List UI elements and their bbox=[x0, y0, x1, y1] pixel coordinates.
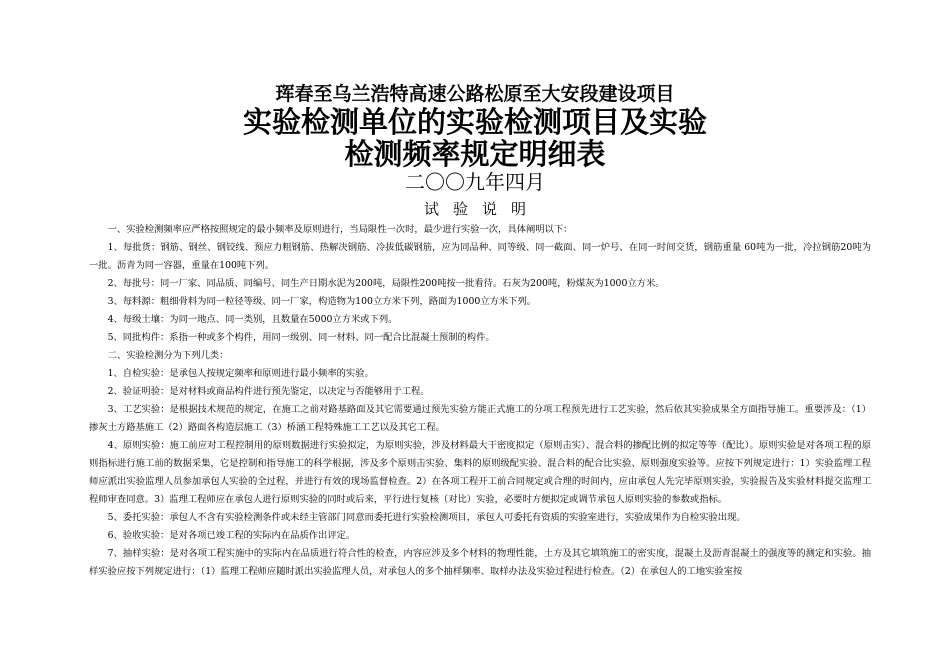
document-title-main-line2: 检测频率规定明细表 bbox=[344, 137, 606, 171]
paragraph-6: 5、同批构件：系指一种或多个构件，用同一级别、同一材料、同一配合比混凝土预制的构件。 bbox=[107, 332, 495, 343]
paragraph-8: 1、自检实验：是承包人按规定频率和原则进行最小频率的实验。 bbox=[107, 368, 374, 379]
paragraph-1: 一、实验检测频率应严格按照规定的最小频率及原则进行，当局限性一次时，最少进行实验一次，具体阐明以下： bbox=[107, 224, 573, 235]
paragraph-14: 7、抽样实验：是对各项工程实施中的实际内在品质进行符合性的检查，内容应涉及多个材料的物理性能，土方及其它填筑施工的密实度，混凝土及沥青混凝土的强度等的测定和实验。抽样实验应按下列规定进行：（1）监理工程师应随时派出实验监理人员，对承包人的多个抽样频率、取样办法及实验过程进行检查。（2）在承包人的工地实验室按 bbox=[89, 548, 871, 577]
paragraph-12: 5、委托实验：承包人不含有实验检测条件或未经主管部门同意而委托进行实验检测项目，承包人可委托有资质的实验室进行，实验成果作为自检实验出现。 bbox=[107, 512, 746, 523]
paragraph-4: 3、每料源：粗细骨料为同一粒径等级、同一厂家，构造物为100立方米下列，路面为1000立方米下列。 bbox=[107, 296, 537, 307]
paragraph-2: 1、每批货：钢筋、钢丝、钢铰线、预应力粗钢筋、热解决钢筋、冷拔低碳钢筋，应为同品种、同等级、同一截面、同一炉号、在同一时间交货，钢筋重量 60吨为一批，冷拉钢筋20吨为一批。沥青为同一容器，重量在100吨下列。 bbox=[89, 242, 871, 271]
section-heading: 试验说明 bbox=[423, 200, 540, 218]
document-title-main-line1: 实验检测单位的实验检测项目及实验 bbox=[242, 105, 707, 139]
paragraph-5: 4、每级土壤：为同一地点、同一类别，且数量在5000立方米或下列。 bbox=[107, 314, 398, 325]
paragraph-7: 二、实验检测分为下列几类： bbox=[107, 350, 229, 361]
paragraph-13: 6、验收实验：是对各项已竣工程的实际内在品质作出评定。 bbox=[107, 530, 356, 541]
paragraph-11: 4、原则实验：施工前应对工程控制用的原则数据进行实验拟定，为原则实验，涉及材料最大干密度拟定（原则击实）、混合料的掺配比例的拟定等等（配比）。原则实验是对各项工程的原则指标进行施工前的数据采集，它是控制和指导施工的科学根据，涉及多个原则击实验、集料的原则级配实验、混合料的配合比实验、原则强度实验等。应按下列规定进行：1）实验监理工程师应派出实验监理人员参加承包人实验的全过程，并进行有效的现场监督检查。2）在各项工程开工前合同规定或合理的时间内，应由承包人先完毕原则实验，实验报告及实验材料提交监理工程师审查同意。3）监理工程师应在承包人进行原则实验的同时或后来，平行进行复核（对比）实验，必要时方便拟定或调节承包人原则实验的参数或指标。 bbox=[89, 440, 871, 505]
paragraph-9: 2、验证明验：是对材料或商品构件进行预先鉴定，以决定与否能够用于工程。 bbox=[107, 386, 430, 397]
paragraph-10: 3、工艺实验：是根据技术规范的规定，在施工之前对路基路面及其它需要通过预先实验方能正式施工的分项工程预先进行工艺实验，然后依其实验成果全方面指导施工。重要涉及：（1）掺灰土方路基施工（2）路面各构造层施工（3）桥涵工程特殊施工工艺以及其它工程。 bbox=[89, 404, 871, 433]
document-body bbox=[89, 221, 871, 581]
document-title-project: 珲春至乌兰浩特高速公路松原至大安段建设项目 bbox=[275, 83, 675, 105]
paragraph-3: 2、每批号：同一厂家、同品质、同编号、同生产日期水泥为200吨，局限性200吨按一批看待。石灰为200吨，粉煤灰为1000立方米。 bbox=[107, 278, 665, 289]
document-date: 二〇〇九年四月 bbox=[405, 170, 545, 194]
